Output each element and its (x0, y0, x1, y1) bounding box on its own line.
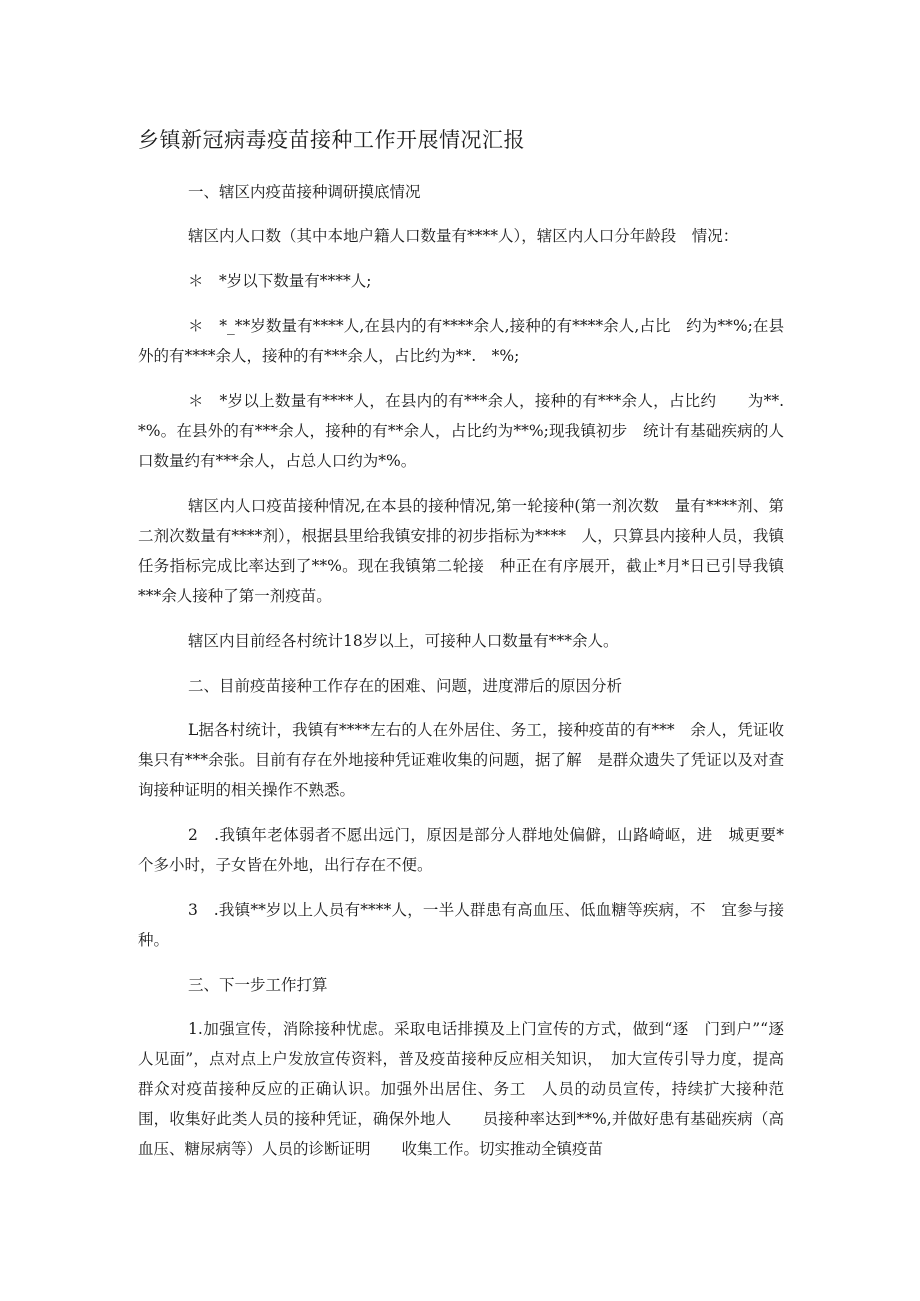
paragraph-age-group-2: ＊ *_**岁数量有****人,在县内的有****余人,接种的有****余人,占比 约为**%;在县外的有****余人，接种的有***余人，占比约为**. *%; (138, 317, 784, 365)
paragraph-age-group-1: ＊ *岁以下数量有****人; (188, 272, 372, 290)
paragraph-plan-1: 1.加强宣传，消除接种忧虑。采取电话排摸及上门宣传的方式，做到“逐 门到户”“逐人见面”，点对点上户发放宣传资料，普及疫苗接种反应相关知识， 加大宣传引导力度，提高群众对疫苗接种反应的正确认识。加强外出居住、务工 人员的动员宣传，持续扩大接种范围，收集好此类人员的接种凭证，确保外地人 员接种率达到**%,并做好患有基础疾病（高血压、糖尿病等）人员的诊断证明 收集工作。切实推动全镇疫苗 (138, 1020, 784, 1158)
paragraph-problem-2: 2 .我镇年老体弱者不愿出远门，原因是部分人群地处偏僻，山路崎岖，进 城更要*个多小时，子女皆在外地，出行存在不便。 (138, 826, 784, 874)
document-title: 乡镇新冠病毒疫苗接种工作开展情况汇报 (138, 128, 525, 152)
document-body (138, 177, 800, 1179)
paragraph-age-group-3: ＊ *岁以上数量有****人，在县内的有***余人，接种的有***余人，占比约 为**. *%。在县外的有***余人，接种的有**余人，占比约为**%;现我镇初步 统计有基础疾病的人口数量约有***余人，占总人口约为*%。 (138, 392, 800, 470)
paragraph-problem-3: 3 .我镇**岁以上人员有****人，一半人群患有高血压、低血糖等疾病，不 宜参与接种。 (138, 901, 784, 949)
paragraph-eligible-count: 辖区内目前经各村统计18岁以上，可接种人口数量有***余人。 (188, 632, 619, 650)
section-heading-2: 二、目前疫苗接种工作存在的困难、问题，进度滞后的原因分析 (188, 677, 623, 695)
paragraph-population: 辖区内人口数（其中本地户籍人口数量有****人），辖区内人口分年龄段 情况： (188, 227, 739, 245)
section-heading-1: 一、辖区内疫苗接种调研摸底情况 (188, 183, 421, 201)
paragraph-vaccination-status: 辖区内人口疫苗接种情况,在本县的接种情况,第一轮接种(第一剂次数 量有****剂、第二剂次数量有****剂），根据县里给我镇安排的初步指标为**** 人，只算县内接种人员，我镇任务指标完成比率达到了**%。现在我镇第二轮接 种正在有序展开，截止*月*日已引导我镇***余人接种了第一剂疫苗。 (138, 497, 784, 605)
section-heading-3: 三、下一步工作打算 (188, 976, 328, 994)
paragraph-problem-1: L据各村统计，我镇有****左右的人在外居住、务工，接种疫苗的有*** 余人，凭证收集只有***余张。目前有存在外地接种凭证难收集的问题，据了解 是群众遗失了凭证以及对查询接种证明的相关操作不熟悉。 (138, 721, 784, 799)
